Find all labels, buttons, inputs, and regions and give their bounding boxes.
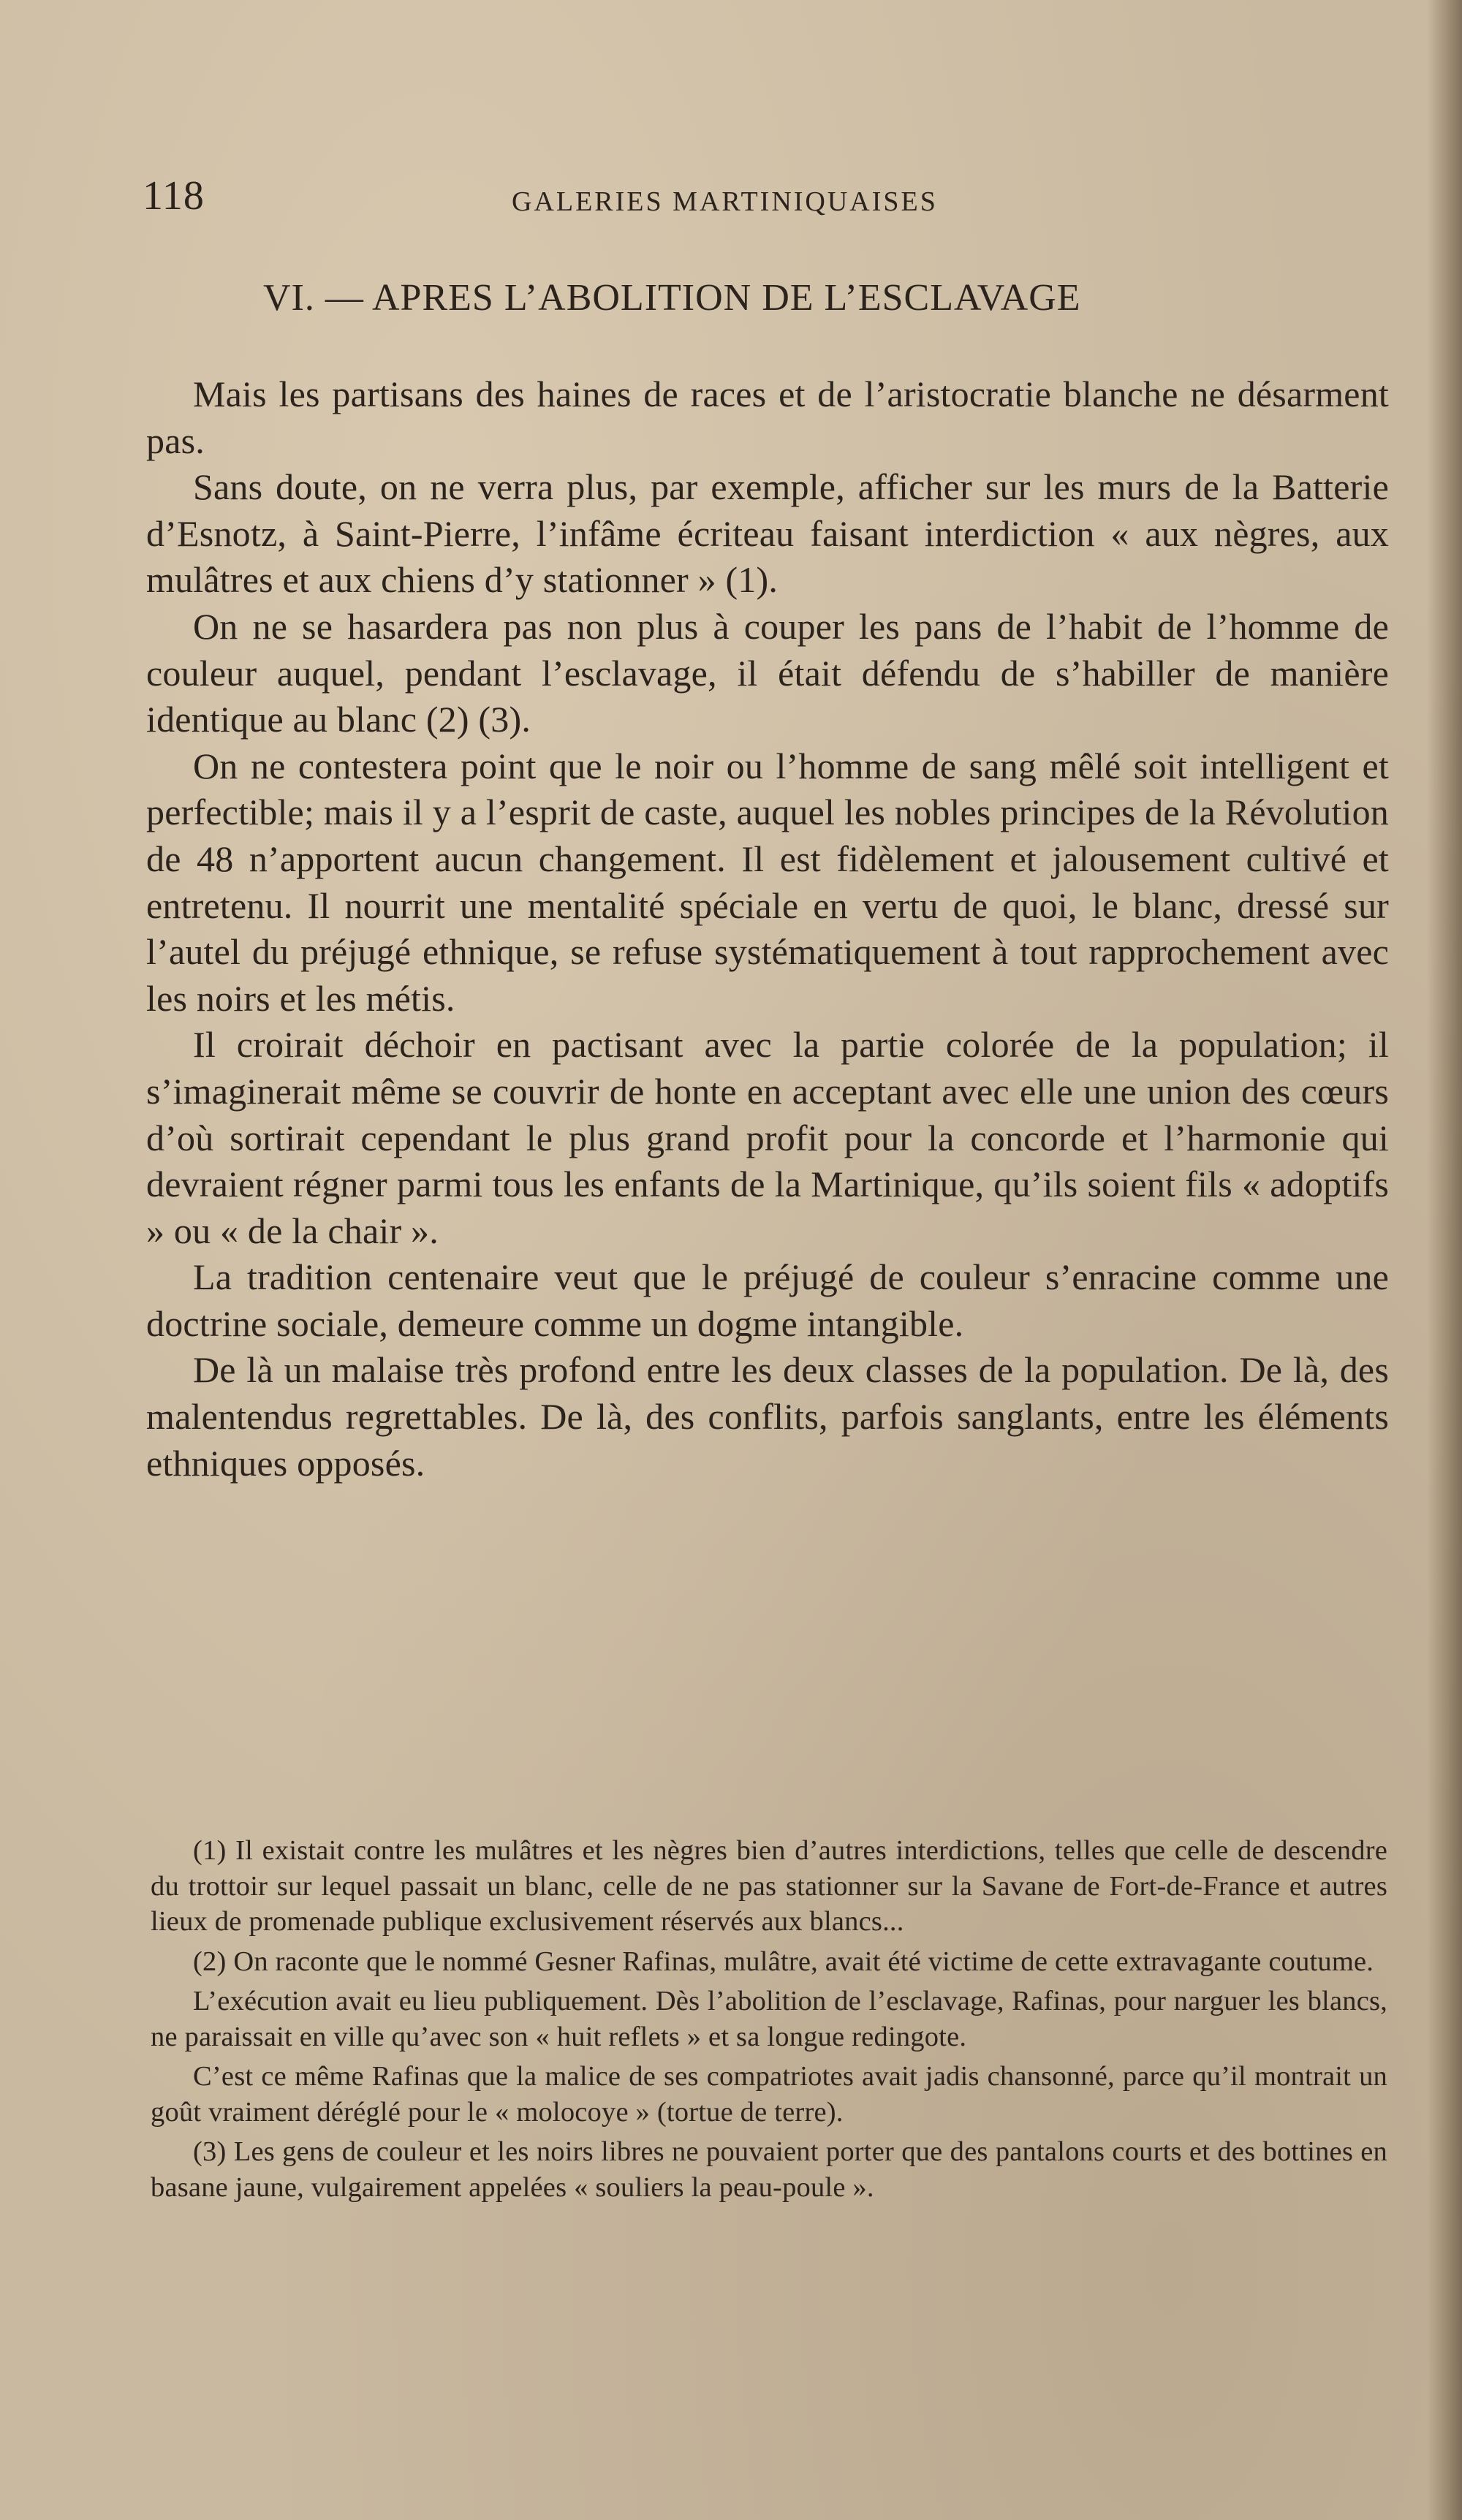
paragraph: On ne contestera point que le noir ou l’homme de sang mêlé soit intelligent et perfectible; mais il y a l’esprit de caste, auquel les nobles principes de la Révolution de 48 n’apportent aucun changement. Il est fidèlement et jalousement cultivé et entretenu. Il nourrit une mentalité spéciale en vertu de quoi, le blanc, dressé sur l’autel du préjugé ethnique, se refuse systématiquement à tout rapprochement avec les noirs et les métis. — [146, 745, 1389, 1019]
footnote: (2) On raconte que le nommé Gesner Rafinas, mulâtre, avait été victime de cette extravagante coutume. — [193, 1946, 1374, 1977]
paragraph: De là un malaise très profond entre les deux classes de la population. De là, des malentendus regrettables. De là, des conflits, parfois sanglants, entre les éléments ethniques opposés. — [146, 1349, 1389, 1484]
paragraph: Sans doute, on ne verra plus, par exemple, afficher sur les murs de la Batterie d’Esnotz, à Saint-Pierre, l’infâme écriteau faisant interdiction « aux nègres, aux mulâtres et aux chiens d’y stationner » (1). — [146, 466, 1389, 601]
paragraph: Mais les partisans des haines de races et de l’aristocratie blanche ne désarment pas. — [146, 373, 1389, 461]
footnote: (1) Il existait contre les mulâtres et les nègres bien d’autres interdictions, telles que celle de descendre du trottoir sur lequel passait un blanc, celle de ne pas stationner sur la Savane de Fort-de-France et autres lieux de promenade publique exclusivement réservés aux blancs... — [151, 1835, 1387, 1937]
page-number: 118 — [143, 173, 205, 219]
paragraph: La tradition centenaire veut que le préjugé de couleur s’enracine comme une doctrine sociale, demeure comme un dogme intangible. — [146, 1256, 1389, 1344]
paragraph: On ne se hasardera pas non plus à couper les pans de l’habit de l’homme de couleur auquel, pendant l’esclavage, il était défendu de s’habiller de manière identique au blanc (2) (3). — [146, 605, 1389, 740]
paragraph: Il croirait déchoir en pactisant avec la partie colorée de la population; il s’imaginerait même se couvrir de honte en acceptant avec elle une union des cœurs d’où sortirait cependant le plus grand profit pour la concorde et l’harmonie qui devraient régner parmi tous les enfants de la Martinique, qu’ils soient fils « adoptifs » ou « de la chair ». — [146, 1024, 1389, 1251]
page-edge-shadow — [1427, 0, 1462, 2520]
footnote: C’est ce même Rafinas que la malice de ses compatriotes avait jadis chansonné, parce qu’il montrait un goût vraiment déréglé pour le « molocoye » (tortue de terre). — [151, 2061, 1387, 2128]
section-title: VI. — APRES L’ABOLITION DE L’ESCLAVAGE — [263, 277, 1081, 319]
body-text — [146, 371, 1389, 1487]
running-title: GALERIES MARTINIQUAISES — [512, 186, 938, 217]
footnote: (3) Les gens de couleur et les noirs libres ne pouvaient porter que des pantalons courts et des bottines en basane jaune, vulgairement appelées « souliers la peau-poule ». — [151, 2136, 1387, 2203]
footnotes — [151, 1833, 1387, 2209]
footnote: L’exécution avait eu lieu publiquement. Dès l’abolition de l’esclavage, Rafinas, pour narguer les blancs, ne paraissait en ville qu’avec son « huit reflets » et sa longue redingote. — [151, 1986, 1387, 2052]
